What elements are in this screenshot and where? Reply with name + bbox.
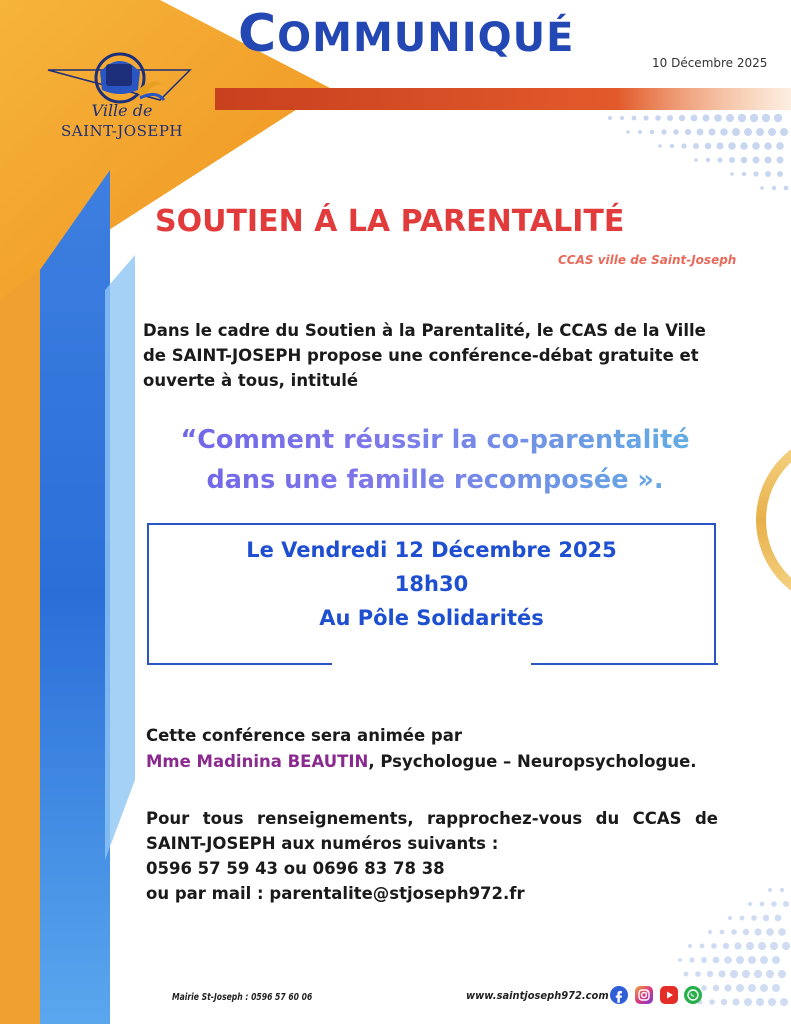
event-place: Au Pôle Solidarités (319, 606, 544, 630)
speaker-name: Mme Madinina BEAUTIN (146, 752, 369, 771)
facebook-icon[interactable] (610, 986, 628, 1004)
contact-phone-numbers: 0596 57 59 43 ou 0696 83 78 38 (146, 859, 445, 878)
speaker-intro: Cette conférence sera animée par (146, 726, 462, 745)
subheadline: CCAS ville de Saint-Joseph (558, 253, 737, 267)
box-border-left (147, 663, 332, 665)
page-title: COMMUNIQUÉ (238, 4, 575, 64)
headline: SOUTIEN Á LA PARENTALITÉ (155, 204, 625, 239)
speaker-line (146, 752, 697, 771)
publication-date: 10 Décembre 2025 (652, 56, 768, 70)
box-border-right (531, 663, 718, 665)
footer-phone: Mairie St-Joseph : 0596 57 60 06 (172, 992, 313, 1003)
footer-website-link[interactable]: www.saintjoseph972.com (466, 989, 609, 1002)
speaker-role: , Psychologue – Neuropsychologue. (368, 752, 697, 771)
event-date: Le Vendredi 12 Décembre 2025 (246, 538, 617, 562)
instagram-icon[interactable] (635, 986, 653, 1004)
contact-info: Pour tous renseignements, rapprochez-vous du CCAS de SAINT-JOSEPH aux numéros suivants : 0596 57 59 43 ou 0696 83 78 38 ou par mail : parentalite@stjoseph972.fr (146, 806, 718, 906)
contact-email[interactable]: ou par mail : parentalite@stjoseph972.fr (146, 884, 525, 903)
logo-text-saint-joseph: SAINT-JOSEPH (60, 122, 183, 140)
logo-text-ville-de: Ville de (91, 101, 153, 120)
gold-ring-decoration (735, 430, 791, 610)
ville-de-saint-joseph-logo (40, 40, 200, 158)
halftone-dots-decoration (470, 88, 791, 208)
youtube-icon[interactable] (660, 986, 678, 1004)
conference-title-quote: “Comment réussir la co-parentalité dans une famille recomposée ». (140, 420, 730, 500)
whatsapp-icon[interactable] (684, 986, 702, 1004)
event-time: 18h30 (394, 572, 469, 596)
intro-paragraph: Dans le cadre du Soutien à la Parentalité, le CCAS de la Ville de SAINT-JOSEPH propose une conférence-débat gratuite et ouverte à tous, intitulé (143, 321, 706, 390)
